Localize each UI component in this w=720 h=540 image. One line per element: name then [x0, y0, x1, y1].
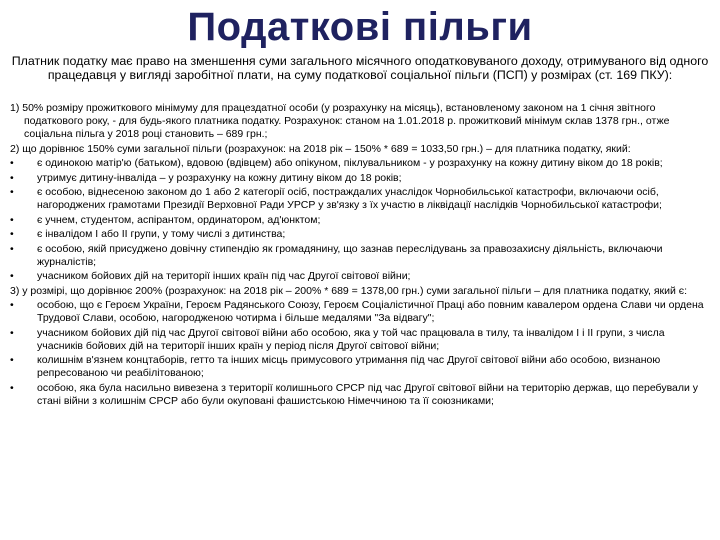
bullet-text: особою, що є Героєм України, Героєм Радянського Союзу, Героєм Соціалістичної Праці або повним кавалером ордена Слави чи ордена Трудової Слави, особою, нагородженою чотирма і більше медалями "За відвагу"; [37, 299, 704, 324]
bullet-item [10, 327, 712, 353]
bullet-text: колишнім в'язнем концтаборів, гетто та інших місць примусового утримання під час Другої світової війни або особою, визнаною репресованою чи реабілітованою; [37, 354, 661, 379]
bullet-item [10, 243, 712, 269]
page-title: Податкові пільги [187, 5, 533, 49]
bullet-icon: • [10, 270, 14, 282]
bullet-text: утримує дитину-інваліда – у розрахунку на кожну дитину віком до 18 років; [37, 171, 402, 184]
bullet-item [10, 186, 712, 212]
bullet-text: є особою, якій присуджено довічну стипендію як громадянину, що зазнав переслідувань за правозахисну діяльність, включаючи журналістів; [37, 242, 663, 268]
bullet-text: є одинокою матір'ю (батьком), вдовою (вдівцем) або опікуном, піклувальником - у розрахунку на кожну дитину віком до 18 років; [37, 157, 663, 169]
bullet-item [10, 299, 712, 325]
bullet-text: учасником бойових дій під час Другої світової війни або особою, яка у той час працювала в тилу, та інвалідом І і ІІ групи, з числа учасників бойових дій на території інших країн у період після Другої світової війни; [37, 326, 665, 352]
bullet-icon: • [10, 354, 14, 366]
bullet-item [10, 228, 712, 241]
bullet-text: є особою, віднесеною законом до 1 або 2 категорії осіб, постраждалих унаслідок Чорнобильської катастрофи, включаючи осіб, нагороджених грамотами Президії Верховної Ради УРСР у зв'язку з їх участю в ліквідації наслідків Чорнобильської катастрофи; [37, 186, 662, 211]
bullet-text: учасником бойових дій на території інших країн під час Другої світової війни; [37, 270, 411, 282]
bullet-icon: • [10, 186, 14, 198]
numbered-paragraph: 1) 50% розміру прожиткового мінімуму для працездатної особи (у розрахунку на місяць), встановленому законом на 1 січня звітного податкового року, - для будь-якого платника податку. Розрахунок: станом на 1.01.2018 р. прожитковий мінімум склав 1378 грн., отже соціальна пільга у 2018 році становить – 689 грн.; [10, 102, 670, 140]
bullet-item [10, 214, 712, 227]
bullet-text: є інвалідом І або ІІ групи, у тому числі з дитинства; [37, 228, 286, 240]
intro-paragraph: Платник податку має право на зменшення суми загального місячного оподатковуваного доходу, отримуваного від одного працедавця у вигляді заробітної плати, на суму податкової соціальної пільги (ПСП) у розмірах (ст. 169 ПКУ): [11, 54, 709, 83]
bullet-icon: • [10, 381, 14, 394]
numbered-paragraph: 3) у розмірі, що дорівнює 200% (розрахунок: на 2018 рік – 200% * 689 = 1378,00 грн.) суми загальної пільги – для платника податку, який є: [10, 284, 688, 297]
bullet-item [10, 172, 712, 185]
bullet-icon: • [10, 213, 14, 226]
bullet-icon: • [10, 299, 14, 311]
bullet-icon: • [10, 242, 14, 255]
bullet-item [10, 354, 712, 380]
bullet-icon: • [10, 228, 14, 240]
numbered-paragraph: 2) що дорівнює 150% суми загальної пільги (розрахунок: на 2018 рік – 150% * 689 = 1033,50 грн.) – для платника податку, який: [10, 142, 631, 155]
bullet-item [10, 270, 712, 283]
content-body [10, 102, 712, 409]
bullet-icon: • [10, 171, 14, 184]
bullet-item [10, 382, 712, 408]
bullet-icon: • [10, 157, 14, 169]
bullet-text: є учнем, студентом, аспірантом, ординатором, ад'юнктом; [37, 213, 321, 226]
bullet-icon: • [10, 326, 14, 339]
bullet-text: особою, яка була насильно вивезена з території колишнього СРСР під час Другої світової війни на територію держав, що перебували у стані війни з колишнім СРСР або були окуповані фашистською Німеччиною та її союзниками; [37, 381, 699, 407]
bullet-item [10, 157, 712, 170]
